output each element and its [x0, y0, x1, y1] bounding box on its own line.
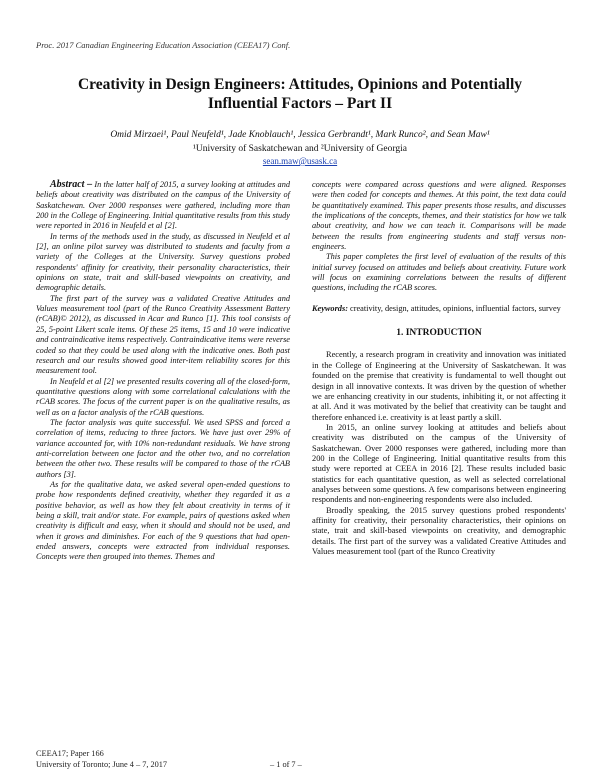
title-line-1: Creativity in Design Engineers: Attitudes, Opinions and Potentially — [77, 76, 523, 93]
keywords-heading: Keywords: — [312, 303, 348, 313]
keywords-text: creativity, design, attitudes, opinions, influential factors, survey — [350, 303, 561, 313]
proceedings-header: Proc. 2017 Canadian Engineering Education Association (CEEA17) Conf. — [36, 40, 291, 50]
intro-paragraph-1: Recently, a research program in creativity and innovation was initiated in the College of Engineering at the University of Saskatchewan. It was founded on the premise that creativity is fundamental to well thought out design in all innovative contexts. It was driven by the question of whether we are enhancing creativity in our students, inhibiting it, or not affecting it at all. And it was motivated by the belief that creativity can be taught and therefore enhanced i.e. creativity is at least partly a skill. — [312, 350, 566, 422]
intro-paragraph-3: Broadly speaking, the 2015 survey questions probed respondents' affinity for creativity, their personality characteristics, their opinions on state, trait and skill-based viewpoints on creativity, and demographic details. The first part of the survey was a validated Creative Attitudes and Values measurement tool (part of the Runco Creativity — [312, 505, 566, 556]
intro-paragraph-2: In 2015, an online survey looking at attitudes and beliefs about creativity was distributed on the campus of the University of Saskatchewan. Over 2000 responses were gathered, including more than 200 in the College of Engineering. Initial quantitative results from this study were reported at CEEA in 2016 [2]. These results included basic statistics for each quantitative question, as well as selected correlational analyses between some questions. A few comparisons between engineering respondents and non-engineering respondents were also included. — [312, 422, 566, 505]
affiliations: ¹University of Saskatchewan and ²University of Georgia — [193, 144, 407, 154]
introduction-body — [312, 350, 566, 557]
abstract-paragraph-2: In terms of the methods used in the study, as discussed in Neufeld et al [2], an online pilot survey was distributed to students and faculty from a variety of the Colleges at the University. Survey questions probed respondents' affinity for creativity, their personality characteristics, their opinions on state, trait and skill-based viewpoints on creativity, and demographic details. — [36, 231, 290, 293]
paper-title — [60, 75, 540, 113]
abstract-paragraph-1 — [36, 180, 290, 232]
contact-email-link[interactable]: sean.maw@usask.ca — [262, 156, 338, 166]
right-column — [312, 180, 566, 557]
section-heading-introduction: 1. INTRODUCTION — [396, 328, 482, 339]
abstract-heading: Abstract – — [50, 179, 93, 190]
abstract-paragraph-6: As for the qualitative data, we asked several open-ended questions to probe how respondents defined creativity, whether they regarded it as a positive behavior, as well as how they felt about creativity in terms of it being a skill, trait and/or state. For example, pairs of questions asked when creativity is difficult and easy, when it should and should not be used, and when it grows and diminishes. For each of the 9 questions that had open-ended answers, concepts were extracted from individual responses. Concepts were then grouped into themes. Themes and — [36, 479, 290, 562]
footer-venue: University of Toronto; June 4 – 7, 2017 — [36, 760, 168, 769]
abstract-paragraph-7: This paper completes the first level of evaluation of the results of this initial survey focused on attitudes and beliefs about creativity. Future work will focus on examining correlations between the results of different questions, including the rCAB scores. — [312, 252, 566, 293]
abstract-paragraph-3: The first part of the survey was a validated Creative Attitudes and Values measurement tool (part of the Runco Creativity Assessment Battery (rCAB)© 2012), as discussed in Acar and Runco [1]. This tool consists of 25, 5-point Likert scale items. Of these 25 items, 15 and 10 were indicative and contraindicative items respectively. Contraindicative items were reverse coded so that they could be used along with the indicative ones. Both past research and our results showed good inter-item reliability scores for this measurement tool. — [36, 293, 290, 376]
footer-paper-id: CEEA17; Paper 166 — [36, 749, 104, 758]
title-line-2: Influential Factors – Part II — [207, 95, 393, 112]
abstract-paragraph-5: The factor analysis was quite successful. We used SPSS and forced a correlation of items, reducing to three factors. We have just over 29% of variance accounted for, with 10% non-redundant residuals. We have strong anti-correlation between one factor and the other two, and no correlation between the other two. These results will be compared to those of the rCAB authors [3]. — [36, 417, 290, 479]
left-column — [36, 180, 290, 563]
abstract-continued: concepts were compared across questions and were aligned. Responses were then coded for concepts and themes. At this point, the text data could be quantitatively examined. This paper presents those results, and discusses the implications of the concepts, themes, and their statistics for how we talk about creativity, and how we can teach it. Comparisons will be made between the results from engineering students and staff versus non-engineers. — [312, 180, 566, 252]
abstract-paragraph-4: In Neufeld et al [2] we presented results covering all of the closed-form, quantitative questions along with some correlational calculations with the rCAB scores. The focus of the current paper is on the qualitative results, as well as on a factor analysis of the rCAB questions. — [36, 376, 290, 417]
abstract-p1-text: In the latter half of 2015, a survey looking at attitudes and beliefs about creativity was distributed on the campus of the University of Saskatchewan. Over 2000 responses were gathered, including more than 200 in the College of Engineering. Initial quantitative results from this study were reported in 2016 in Neufeld et al [2]. — [36, 180, 291, 231]
keywords — [312, 304, 566, 314]
author-list: Omid Mirzaei¹, Paul Neufeld¹, Jade Knoblauch¹, Jessica Gerbrandt¹, Mark Runco², and Sean Maw¹ — [110, 130, 490, 140]
page-number: – 1 of 7 – — [270, 760, 302, 769]
